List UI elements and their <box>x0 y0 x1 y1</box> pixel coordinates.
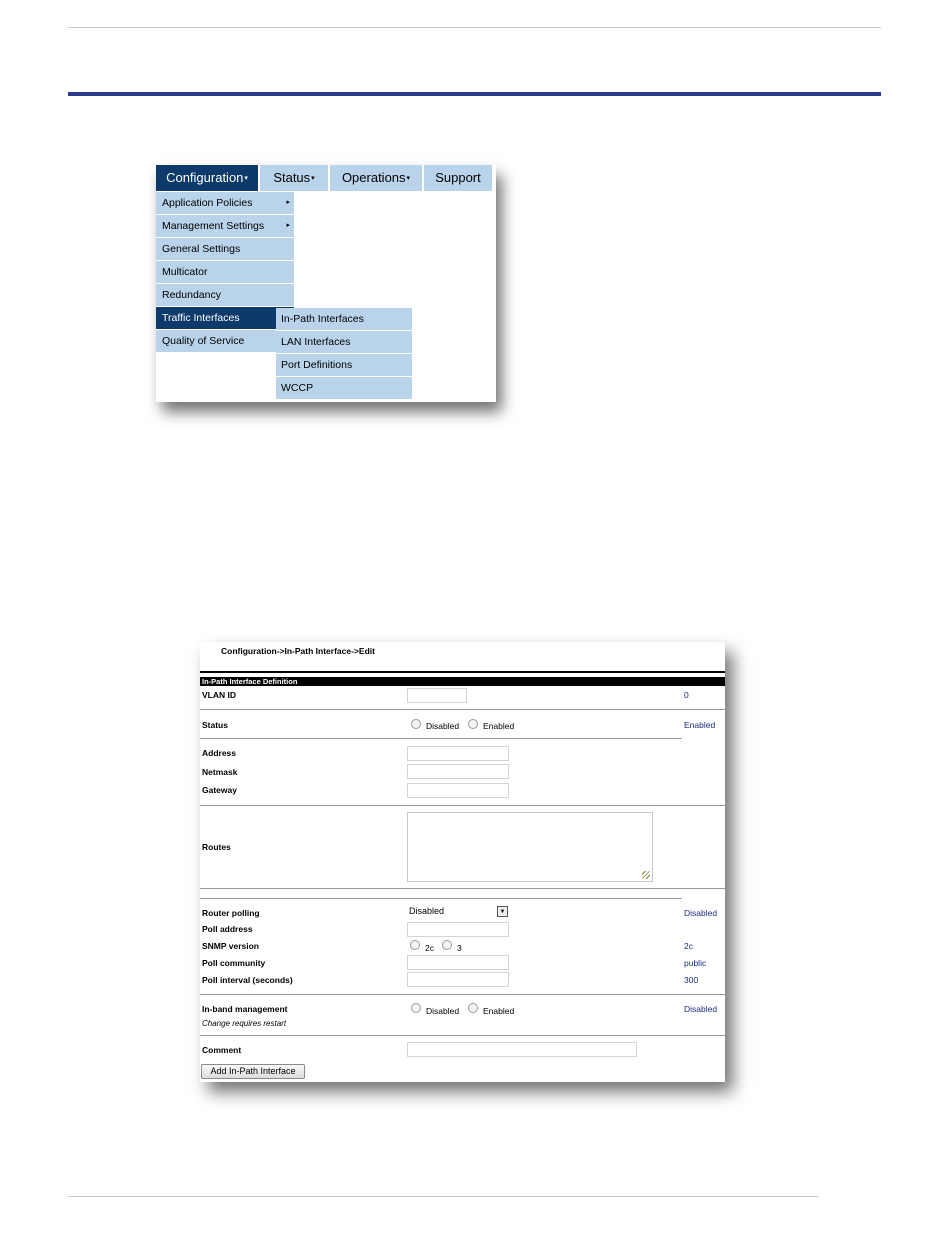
divider <box>200 1035 725 1036</box>
breadcrumb: Configuration->In-Path Interface->Edit <box>221 646 375 656</box>
comment-label: Comment <box>202 1045 242 1055</box>
menu-operations[interactable] <box>330 165 424 191</box>
divider <box>200 709 725 710</box>
comment-input[interactable] <box>407 1042 637 1057</box>
in-path-interface-form <box>200 642 725 1082</box>
resize-grip-icon[interactable] <box>642 871 650 879</box>
submenu-item-port-definitions[interactable]: Port Definitions <box>276 354 412 377</box>
snmp-version-current: 2c <box>684 941 693 951</box>
menu-label: Operations <box>341 170 406 185</box>
poll-interval-label: Poll interval (seconds) <box>202 975 293 985</box>
snmp-3-radio[interactable] <box>442 940 452 950</box>
menu-screenshot <box>156 165 496 402</box>
status-current: Enabled <box>684 720 716 730</box>
caret-down-icon: ▾ <box>244 174 248 182</box>
submenu-item-lan-interfaces[interactable]: LAN Interfaces <box>276 331 412 354</box>
status-disabled-radio[interactable] <box>411 719 421 729</box>
caret-down-icon: ▾ <box>311 174 315 182</box>
header-divider <box>200 671 725 673</box>
poll-address-label: Poll address <box>202 924 253 934</box>
chevron-down-icon[interactable]: ▼ <box>497 906 508 917</box>
poll-community-current: public <box>684 958 707 968</box>
dropdown-item-redundancy[interactable] <box>156 284 294 307</box>
configuration-dropdown <box>156 192 294 353</box>
divider <box>200 898 682 899</box>
divider <box>200 994 725 995</box>
chevron-right-icon: ▸ <box>286 222 290 229</box>
snmp-2c-radio[interactable] <box>410 940 420 950</box>
router-polling-current: Disabled <box>684 908 718 918</box>
netmask-input[interactable] <box>407 764 509 779</box>
restart-note: Change requires restart <box>202 1019 287 1028</box>
dropdown-item-label: Redundancy <box>162 289 221 301</box>
dropdown-item-application-policies[interactable] <box>156 192 294 215</box>
routes-textarea[interactable] <box>407 812 653 882</box>
dropdown-item-traffic-interfaces[interactable] <box>156 307 294 330</box>
dropdown-item-label: General Settings <box>162 243 241 255</box>
poll-community-input[interactable] <box>407 955 509 970</box>
routes-label: Routes <box>202 842 231 852</box>
status-label: Status <box>202 720 228 730</box>
inband-disabled-radio[interactable] <box>411 1003 421 1013</box>
add-in-path-interface-button[interactable]: Add In-Path Interface <box>201 1064 305 1079</box>
section-title: In-Path Interface Definition <box>200 677 725 686</box>
dropdown-item-quality-of-service[interactable] <box>156 330 294 353</box>
vlan-id-input[interactable] <box>407 688 467 703</box>
address-label: Address <box>202 748 237 758</box>
menu-label: Configuration <box>166 170 244 185</box>
menu-configuration[interactable] <box>156 165 260 191</box>
submenu-item-wccp[interactable]: WCCP <box>276 377 412 400</box>
dropdown-item-multicator[interactable] <box>156 261 294 284</box>
inband-disabled-label: Disabled <box>426 1006 460 1016</box>
divider <box>200 738 682 739</box>
inband-management-label: In-band management <box>202 1004 288 1014</box>
inband-management-current: Disabled <box>684 1004 718 1014</box>
snmp-2c-label: 2c <box>425 943 434 953</box>
status-disabled-label: Disabled <box>426 721 460 731</box>
vlan-id-label: VLAN ID <box>202 690 236 700</box>
menu-support[interactable] <box>424 165 492 191</box>
inband-enabled-radio[interactable] <box>468 1003 478 1013</box>
status-enabled-radio[interactable] <box>468 719 478 729</box>
traffic-interfaces-submenu <box>276 308 412 400</box>
page-bottom-rule <box>68 1196 818 1197</box>
poll-address-input[interactable] <box>407 922 509 937</box>
chevron-right-icon: ▸ <box>286 199 290 206</box>
snmp-3-label: 3 <box>457 943 462 953</box>
snmp-version-label: SNMP version <box>202 941 260 951</box>
gateway-label: Gateway <box>202 785 237 795</box>
router-polling-label: Router polling <box>202 908 260 918</box>
dropdown-item-label: Application Policies <box>162 197 253 209</box>
dropdown-item-management-settings[interactable] <box>156 215 294 238</box>
menu-label: Status <box>273 170 311 185</box>
dropdown-item-label: Multicator <box>162 266 208 278</box>
router-polling-select[interactable]: Disabled <box>409 906 445 916</box>
menu-label: Support <box>435 170 481 185</box>
divider <box>200 888 725 889</box>
caret-down-icon: ▾ <box>406 174 411 182</box>
divider <box>200 805 725 806</box>
menu-status[interactable] <box>260 165 330 191</box>
main-menu-bar <box>156 165 492 191</box>
address-input[interactable] <box>407 746 509 761</box>
dropdown-item-label: Quality of Service <box>162 335 245 347</box>
submenu-item-in-path-interfaces[interactable]: In-Path Interfaces <box>276 308 412 331</box>
poll-interval-current: 300 <box>684 975 699 985</box>
poll-interval-input[interactable] <box>407 972 509 987</box>
poll-community-label: Poll community <box>202 958 266 968</box>
gateway-input[interactable] <box>407 783 509 798</box>
page-top-rule <box>68 27 881 28</box>
netmask-label: Netmask <box>202 767 238 777</box>
page-header-rule <box>68 92 881 96</box>
dropdown-item-label: Management Settings <box>162 220 265 232</box>
status-enabled-label: Enabled <box>483 721 515 731</box>
dropdown-item-general-settings[interactable] <box>156 238 294 261</box>
dropdown-item-label: Traffic Interfaces <box>162 312 240 324</box>
inband-enabled-label: Enabled <box>483 1006 515 1016</box>
vlan-id-current: 0 <box>684 690 689 700</box>
